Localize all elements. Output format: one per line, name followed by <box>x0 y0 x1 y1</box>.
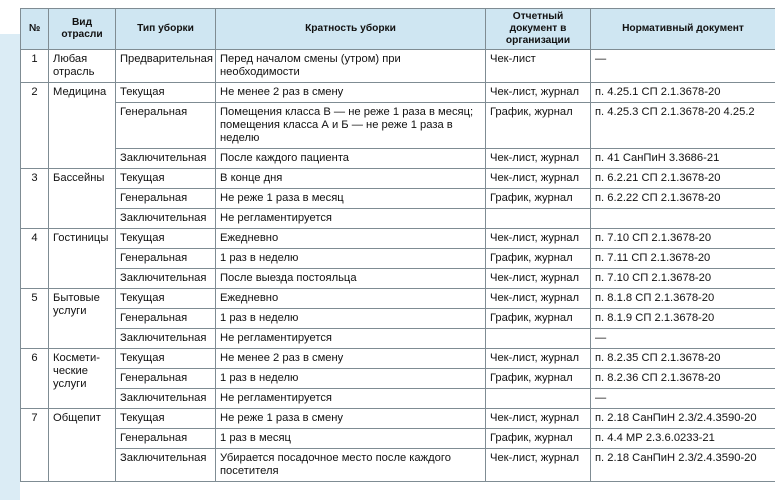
normative-document-cell: п. 6.2.22 СП 2.1.3678-20 <box>591 189 775 209</box>
cleaning-type-cell: Текущая <box>116 289 216 309</box>
industry-cell: Бытовые услуги <box>49 289 116 349</box>
report-document-cell <box>486 209 591 229</box>
table-row <box>21 103 775 149</box>
frequency-cell: После каждого пациента <box>216 149 486 169</box>
report-document-cell: График, журнал <box>486 309 591 329</box>
cleaning-type-cell: Текущая <box>116 349 216 369</box>
industry-cell: Бассейны <box>49 169 116 229</box>
table-row <box>21 329 775 349</box>
industry-cell: Косметические услуги <box>49 349 116 409</box>
industry-cell: Медицина <box>49 83 116 169</box>
header-cleaning-type: Тип уборки <box>116 9 216 50</box>
frequency-cell: 1 раз в месяц <box>216 429 486 449</box>
report-document-cell: Чек-лист, журнал <box>486 289 591 309</box>
cleaning-type-cell: Генеральная <box>116 309 216 329</box>
report-document-cell: График, журнал <box>486 429 591 449</box>
row-number: 4 <box>21 229 49 289</box>
report-document-cell: Чек-лист, журнал <box>486 229 591 249</box>
cleaning-type-cell: Заключительная <box>116 389 216 409</box>
table-row <box>21 83 775 103</box>
header-industry: Вид отрасли <box>49 9 116 50</box>
frequency-cell: Ежедневно <box>216 289 486 309</box>
normative-document-cell: п. 2.18 СанПиН 2.3/2.4.3590-20 <box>591 449 775 482</box>
table-row <box>21 269 775 289</box>
industry-cell: Гостиницы <box>49 229 116 289</box>
row-number: 5 <box>21 289 49 349</box>
report-document-cell: Чек-лист, журнал <box>486 83 591 103</box>
normative-document-cell: — <box>591 389 775 409</box>
cleaning-type-cell: Текущая <box>116 409 216 429</box>
table-row <box>21 169 775 189</box>
table-row <box>21 389 775 409</box>
cleaning-type-cell: Предварительная <box>116 50 216 83</box>
normative-document-cell: п. 4.4 МР 2.3.6.0233-21 <box>591 429 775 449</box>
normative-document-cell: п. 4.25.1 СП 2.1.3678-20 <box>591 83 775 103</box>
table-row <box>21 369 775 389</box>
normative-document-cell: — <box>591 50 775 83</box>
frequency-cell: Не регламентируется <box>216 209 486 229</box>
frequency-cell: Не регламентируется <box>216 389 486 409</box>
row-number: 3 <box>21 169 49 229</box>
report-document-cell: Чек-лист, журнал <box>486 269 591 289</box>
report-document-cell: Чек-лист, журнал <box>486 169 591 189</box>
report-document-cell: Чек-лист, журнал <box>486 349 591 369</box>
normative-document-cell: п. 8.1.9 СП 2.1.3678-20 <box>591 309 775 329</box>
normative-document-cell: п. 8.1.8 СП 2.1.3678-20 <box>591 289 775 309</box>
table-row <box>21 50 775 83</box>
header-num: № <box>21 9 49 50</box>
report-document-cell: Чек-лист <box>486 50 591 83</box>
report-document-cell: Чек-лист, журнал <box>486 409 591 429</box>
top-margin <box>0 0 775 8</box>
report-document-cell: График, журнал <box>486 249 591 269</box>
header-report-document: Отчетный документ в организации <box>486 9 591 50</box>
normative-document-cell: п. 6.2.21 СП 2.1.3678-20 <box>591 169 775 189</box>
frequency-cell: Не реже 1 раза в месяц <box>216 189 486 209</box>
table-row <box>21 289 775 309</box>
bottom-margin <box>20 488 775 500</box>
header-normative-document: Нормативный документ <box>591 9 775 50</box>
table-row <box>21 429 775 449</box>
cleaning-type-cell: Текущая <box>116 229 216 249</box>
frequency-cell: 1 раз в неделю <box>216 369 486 389</box>
left-accent-band <box>0 34 20 500</box>
frequency-cell: 1 раз в неделю <box>216 309 486 329</box>
normative-document-cell: — <box>591 329 775 349</box>
cleaning-type-cell: Генеральная <box>116 369 216 389</box>
cleaning-type-cell: Заключительная <box>116 269 216 289</box>
table-row <box>21 209 775 229</box>
cleaning-schedule-table <box>20 8 775 482</box>
table-row <box>21 449 775 482</box>
cleaning-type-cell: Заключительная <box>116 449 216 482</box>
cleaning-type-cell: Текущая <box>116 83 216 103</box>
industry-cell: Любая отрасль <box>49 50 116 83</box>
frequency-cell: Ежедневно <box>216 229 486 249</box>
table-row <box>21 189 775 209</box>
normative-document-cell: п. 41 СанПиН 3.3686-21 <box>591 149 775 169</box>
cleaning-type-cell: Заключительная <box>116 209 216 229</box>
cleaning-type-cell: Генеральная <box>116 103 216 149</box>
cleaning-type-cell: Заключительная <box>116 149 216 169</box>
normative-document-cell: п. 7.10 СП 2.1.3678-20 <box>591 269 775 289</box>
row-number: 6 <box>21 349 49 409</box>
normative-document-cell <box>591 209 775 229</box>
table-row <box>21 409 775 429</box>
normative-document-cell: п. 8.2.35 СП 2.1.3678-20 <box>591 349 775 369</box>
frequency-cell: Не реже 1 раза в смену <box>216 409 486 429</box>
industry-cell: Общепит <box>49 409 116 482</box>
row-number: 7 <box>21 409 49 482</box>
frequency-cell: Убирается посадочное место после каждого посетителя <box>216 449 486 482</box>
frequency-cell: Помещения класса В — не реже 1 раза в месяц; помещения класса А и Б — не реже 1 раза в неделю <box>216 103 486 149</box>
normative-document-cell: п. 4.25.3 СП 2.1.3678-20 4.25.2 <box>591 103 775 149</box>
header-frequency: Кратность уборки <box>216 9 486 50</box>
frequency-cell: Не менее 2 раз в смену <box>216 83 486 103</box>
cleaning-type-cell: Текущая <box>116 169 216 189</box>
table-row <box>21 249 775 269</box>
normative-document-cell: п. 8.2.36 СП 2.1.3678-20 <box>591 369 775 389</box>
row-number: 2 <box>21 83 49 169</box>
cleaning-type-cell: Генеральная <box>116 189 216 209</box>
frequency-cell: Не менее 2 раз в смену <box>216 349 486 369</box>
normative-document-cell: п. 7.11 СП 2.1.3678-20 <box>591 249 775 269</box>
report-document-cell: График, журнал <box>486 103 591 149</box>
report-document-cell: Чек-лист, журнал <box>486 449 591 482</box>
normative-document-cell: п. 7.10 СП 2.1.3678-20 <box>591 229 775 249</box>
report-document-cell: График, журнал <box>486 189 591 209</box>
frequency-cell: После выезда постояльца <box>216 269 486 289</box>
report-document-cell <box>486 389 591 409</box>
cleaning-type-cell: Заключительная <box>116 329 216 349</box>
frequency-cell: Не регламентируется <box>216 329 486 349</box>
table-row <box>21 149 775 169</box>
report-document-cell: График, журнал <box>486 369 591 389</box>
table-row <box>21 349 775 369</box>
report-document-cell <box>486 329 591 349</box>
report-document-cell: Чек-лист, журнал <box>486 149 591 169</box>
frequency-cell: Перед началом смены (утром) при необходимости <box>216 50 486 83</box>
table-row <box>21 229 775 249</box>
header-row <box>21 9 775 50</box>
normative-document-cell: п. 2.18 СанПиН 2.3/2.4.3590-20 <box>591 409 775 429</box>
frequency-cell: В конце дня <box>216 169 486 189</box>
table-row <box>21 309 775 329</box>
table-body <box>21 50 775 482</box>
row-number: 1 <box>21 50 49 83</box>
cleaning-type-cell: Генеральная <box>116 429 216 449</box>
frequency-cell: 1 раз в неделю <box>216 249 486 269</box>
cleaning-type-cell: Генеральная <box>116 249 216 269</box>
